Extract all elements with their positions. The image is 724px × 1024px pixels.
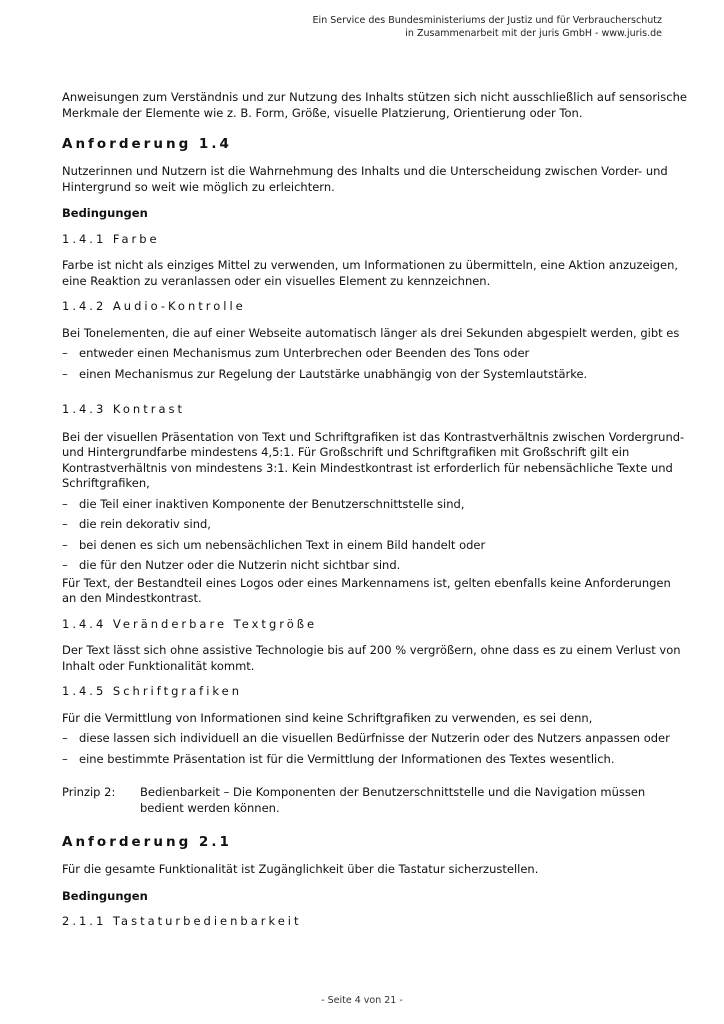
- page-footer: - Seite 4 von 21 -: [321, 995, 403, 1006]
- list-item-text: die für den Nutzer oder die Nutzerin nicht sichtbar sind.: [79, 558, 401, 572]
- list-item: [62, 538, 688, 554]
- principle-2: [62, 785, 688, 816]
- section-1-4-4-heading: 1.4.4 Veränderbare Textgröße: [62, 616, 318, 631]
- requirement-2-1-heading: Anforderung 2.1: [62, 834, 232, 850]
- list-item-text: diese lassen sich individuell an die visuellen Bedürfnisse der Nutzerin oder des Nutzers anpassen oder: [79, 731, 670, 745]
- list-item-text: bei denen es sich um nebensächlichen Text in einem Bild handelt oder: [79, 537, 486, 552]
- list-item: [62, 346, 688, 362]
- requirement-2-1-text: Für die gesamte Funktionalität ist Zugänglichkeit über die Tastatur sicherzustellen.: [62, 862, 539, 876]
- principle-text: Bedienbarkeit – Die Komponenten der Benutzerschnittstelle und die Navigation müssen bedient werden können.: [140, 785, 646, 815]
- bullet-dash: –: [62, 537, 68, 552]
- document-body: [62, 90, 688, 930]
- header-line-2: in Zusammenarbeit mit der juris GmbH - www.juris.de: [405, 28, 662, 39]
- conditions-heading-2-1: Bedingungen: [62, 888, 148, 903]
- bullet-dash: –: [62, 496, 68, 511]
- list-item: [62, 752, 688, 768]
- section-1-4-3-after-text: Für Text, der Bestandteil eines Logos oder eines Markennamens ist, gelten ebenfalls keine Anforderungen an den Mindestkontrast.: [62, 575, 671, 605]
- page-header: [313, 14, 662, 40]
- bullet-dash: –: [62, 366, 68, 381]
- section-1-4-1-heading: 1.4.1 Farbe: [62, 231, 160, 246]
- list-item-text: die rein dekorativ sind,: [79, 517, 211, 531]
- bullet-dash: –: [62, 558, 68, 572]
- bullet-dash: –: [62, 751, 68, 766]
- header-line-1: Ein Service des Bundesministeriums der Justiz und für Verbraucherschutz: [312, 15, 662, 26]
- list-item-text: eine bestimmte Präsentation ist für die Vermittlung der Informationen des Textes wesentlich.: [79, 751, 615, 766]
- section-1-4-5-text: Für die Vermittlung von Informationen sind keine Schriftgrafiken zu verwenden, es sei denn,: [62, 710, 593, 725]
- requirement-1-4-heading: Anforderung 1.4: [62, 136, 232, 152]
- section-1-4-3-heading: 1.4.3 Kontrast: [62, 402, 185, 416]
- intro-paragraph: Anweisungen zum Verständnis und zur Nutzung des Inhalts stützen sich nicht ausschließlich auf sensorische Merkmale der Elemente wie z. B. Form, Größe, visuelle Platzierung, Orientierung oder Ton.: [62, 90, 687, 120]
- section-1-4-2-text: Bei Tonelementen, die auf einer Webseite automatisch länger als drei Sekunden abgespielt werden, gibt es: [62, 325, 680, 340]
- bullet-dash: –: [62, 517, 68, 531]
- list-item: [62, 558, 688, 574]
- section-1-4-1-text: Farbe ist nicht als einziges Mittel zu verwenden, um Informationen zu übermitteln, eine Aktion anzuzeigen, eine Reaktion zu veranlassen oder ein visuelles Element zu kennzeichnen.: [62, 258, 679, 288]
- list-item: [62, 367, 688, 383]
- requirement-1-4-text: Nutzerinnen und Nutzern ist die Wahrnehmung des Inhalts und die Unterscheidung zwischen Vorder- und Hintergrund so weit wie möglich zu erleichtern.: [62, 164, 668, 194]
- principle-label: Prinzip 2:: [62, 785, 116, 799]
- list-item: [62, 517, 688, 533]
- section-1-4-2-heading: 1.4.2 Audio-Kontrolle: [62, 299, 246, 313]
- list-item: [62, 497, 688, 513]
- section-1-4-4-text: Der Text lässt sich ohne assistive Technologie bis auf 200 % vergrößern, ohne dass es zu einem Verlust von Inhalt oder Funktionalität kommt.: [62, 643, 681, 673]
- section-1-4-5-heading: 1.4.5 Schriftgrafiken: [62, 684, 243, 698]
- bullet-dash: –: [62, 731, 68, 745]
- bullet-dash: –: [62, 346, 68, 360]
- conditions-heading-1-4: Bedingungen: [62, 206, 148, 220]
- list-item-text: die Teil einer inaktiven Komponente der Benutzerschnittstelle sind,: [79, 496, 465, 511]
- section-2-1-1-heading: 2.1.1 Tastaturbedienbarkeit: [62, 914, 302, 928]
- list-item-text: entweder einen Mechanismus zum Unterbrechen oder Beenden des Tons oder: [79, 346, 530, 360]
- list-item: [62, 731, 688, 747]
- list-item-text: einen Mechanismus zur Regelung der Lautstärke unabhängig von der Systemlautstärke.: [79, 366, 588, 381]
- section-1-4-3-text: Bei der visuellen Präsentation von Text und Schriftgrafiken ist das Kontrastverhältnis zwischen Vordergrund- und Hintergrundfarbe mindestens 4,5:1. Für Großschrift und Schriftgrafiken mit Großschrift gilt ein Kontrastverhältnis von mindestens 3:1. Kein Mindestkontrast ist erforderlich für nebensächliche Texte und Schriftgrafiken,: [62, 429, 685, 490]
